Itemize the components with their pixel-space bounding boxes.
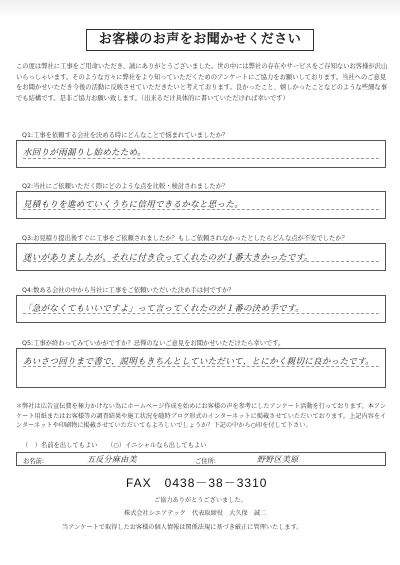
question-2-answer: 見積もりを進めていくうちに信用できるかなと思った。 bbox=[23, 200, 244, 210]
question-3-answer: 迷いがありましたが、それに付き合ってくれたのが１番大きかったです。 bbox=[23, 253, 313, 263]
question-4-answer-box bbox=[16, 295, 386, 323]
intro-text: この度は弊社に工事をご用命いただき、誠にありがとうございました。世の中には弊社の存在やサービスをご存知ないお客様が沢山いらっしゃいます。そのような方々に弊社をより知っていただくためのアンケートにご協力をお願いしております。当社へのご意見をお聞かせいただき今後の活動に反映させていただきたいと考えております。良かったこと、嬉しかったことなどのような些細な事でも結構です。是非ご協力お願い致します。（出来るだけ具体的に書いていただければ幸いです） bbox=[16, 63, 388, 102]
question-2-label: Q2:当社にご依頼いただく際にどのような点を比較・検討されましたか？ bbox=[22, 183, 229, 190]
footer-thanks: ご協力ありがとうございました。 bbox=[154, 497, 247, 504]
question-3-answer-box bbox=[16, 243, 386, 271]
question-5-answer: あいさつ回りまで書で、説明もきちんとしていただいて、とにかく親切に良かったです。 bbox=[23, 357, 374, 367]
paper-edge bbox=[0, 0, 400, 18]
answer-guide-line bbox=[23, 158, 379, 159]
question-5-label: Q5:工事が終わってみていかがですか？忌憚のないご意見をお聞かせいただけたら幸いです。 bbox=[22, 340, 285, 347]
page-title: お客様のお声をお聞かせください bbox=[86, 29, 314, 51]
question-4-answer: 「急がなくてもいいですよ」って言ってくれたのが１番の決め手です。 bbox=[23, 304, 304, 314]
address-value: 野野区美原 bbox=[257, 455, 299, 464]
question-1-answer-box bbox=[16, 140, 386, 168]
question-5-answer-box bbox=[16, 348, 386, 388]
footer-privacy: 当アンケートで取得したお客様の個人情報は関係法規に基づき厳正に管理いたします。 bbox=[62, 524, 303, 531]
question-1-label: Q1:工事を依頼する会社を決める時にどんなことで悩まれていましたか？ bbox=[22, 132, 229, 139]
address-label: ご住所: bbox=[195, 458, 217, 465]
footer-company: 株式会社シエアテック 代表取締役 大久保 誠二 bbox=[124, 510, 267, 517]
publication-notes: ＊弊社は広告宣伝費を極力かけない為にホームページ作成を始めにお客様の声を参考にしたアンケート活動を行っております。本アンケート用紙またはお客様等の調査結果や施工状況を随時ブログ形式のインターネットに掲載させていただいております。上記内容をインターネットや印刷物に掲載させていただいてもよろしいでしょうか？下記の中から○印を付して下さい。 bbox=[16, 403, 387, 430]
fax-number: FAX 0438－38－3310 bbox=[126, 476, 268, 490]
question-2-answer-box bbox=[16, 191, 386, 219]
consent-options: （ ）名前を出してもよい （○）イニシャルなら出してもよい bbox=[22, 442, 207, 449]
customer-info-row bbox=[16, 452, 386, 466]
question-3-label: Q3:お見積り提出後すぐに工事をご依頼されましたか？もしご依頼されなかったとしたらどんな点が不安でしたか？ bbox=[22, 235, 348, 242]
name-label: お名前: bbox=[23, 458, 45, 465]
name-value: 五反分麻由美 bbox=[87, 455, 137, 464]
question-4-label: Q4:数ある会社の中から当社に工事をご依頼いただいた決め手は何ですか？ bbox=[22, 287, 235, 294]
question-1-answer: 水回りが雨漏りし始めたため。 bbox=[23, 148, 146, 158]
